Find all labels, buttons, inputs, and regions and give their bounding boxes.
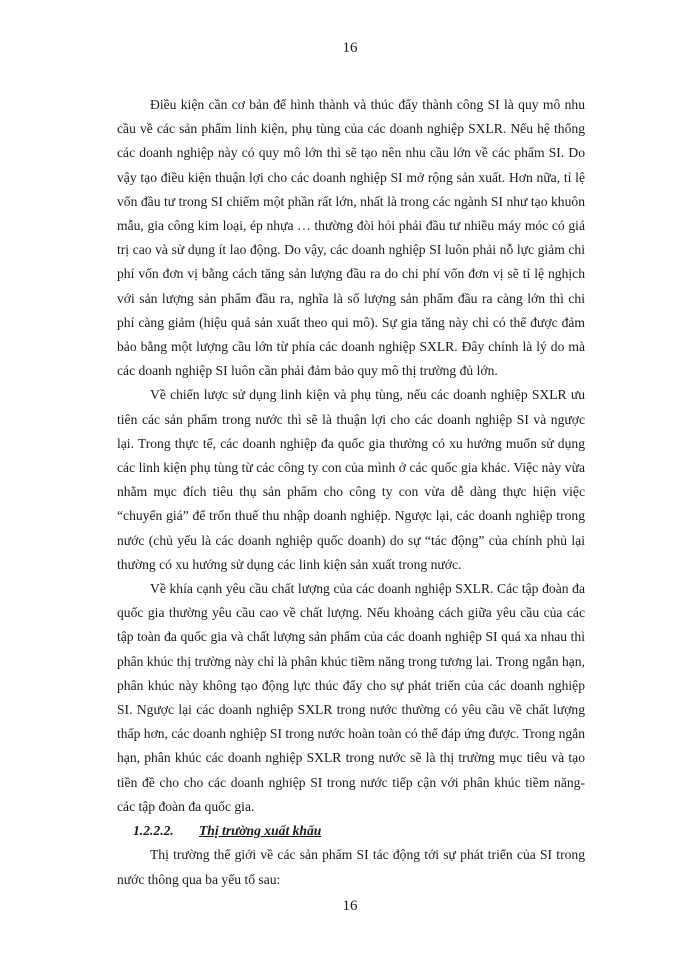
paragraph-component-strategy: Về chiến lược sử dụng linh kiện và phụ tùng, nếu các doanh nghiệp SXLR ưu tiên các sản phẩm trong nước thì sẽ là thuận lợi cho các doanh nghiệp SI và ngược lại. Trong thực tế, các doanh nghiệp đa quốc gia thường có xu hướng muốn sử dụng các linh kiện phụ tùng từ các công ty con của mình ở các quốc gia khác. Việc này vừa nhằm mục đích tiêu thụ sản phẩm cho công ty con vừa dễ dàng thực hiện việc “chuyển giá” để trốn thuế thu nhập doanh nghiệp. Ngược lại, các doanh nghiệp trong nước (chủ yếu là các doanh nghiệp quốc doanh) do sự “tác động” của chính phủ lại thường có xu hướng sử dụng các linh kiện sản xuất trong nước. (117, 387, 585, 572)
section-title: Thị trường xuất khẩu (199, 823, 322, 839)
page-number-bottom: 16 (342, 898, 358, 914)
paragraph-export-market-intro: Thị trường thế giới về các sản phẩm SI tác động tới sự phát triển của SI trong nước thông qua ba yếu tố sau: (117, 847, 585, 887)
paragraph-market-scale: Điều kiện cần cơ bản để hình thành và thúc đẩy thành công SI là quy mô nhu cầu về các sản phẩm linh kiện, phụ tùng của các doanh nghiệp SXLR. Nếu hệ thống các doanh nghiệp này có quy mô lớn thì sẽ tạo nên nhu cầu lớn về các phẩm SI. Do vậy tạo điều kiện thuận lợi cho các doanh nghiệp SI mở rộng sản xuất. Hơn nữa, tỉ lệ vốn đầu tư trong SI chiếm một phần rất lớn, nhất là trong các ngành SI như tạo khuôn mẫu, gia công kim loại, ép nhựa … thường đòi hỏi phải đầu tư nhiều máy móc có giá trị cao và sử dụng ít lao động. Do vậy, các doanh nghiệp SI luôn phải nỗ lực giảm chi phí vốn đơn vị bằng cách tăng sản lượng đầu ra do chi phí vốn đơn vị sẽ tỉ lệ nghịch với sản lượng sản phẩm đầu ra, nghĩa là số lượng sản phẩm đầu ra càng lớn thì chi phí càng giảm (hiệu quả sản xuất theo qui mô). Sự gia tăng này chỉ có thể được đảm bảo bằng một lượng cầu lớn từ phía các doanh nghiệp SXLR. Đây chính là lý do mà các doanh nghiệp SI luôn cần phải đảm bảo quy mô thị trường đủ lớn. (117, 97, 585, 379)
document-body (117, 93, 585, 892)
section-heading (117, 819, 585, 843)
page-number-top: 16 (342, 40, 358, 56)
section-number: 1.2.2.2. (133, 823, 174, 839)
paragraph-quality-requirements: Về khía cạnh yêu cầu chất lượng của các doanh nghiệp SXLR. Các tập đoàn đa quốc gia thường yêu cầu cao về chất lượng. Nếu khoảng cách giữa yêu cầu của các tập toàn đa quốc gia và chất lượng sản phẩm của các doanh nghiệp SI quá xa nhau thì phân khúc thị trường này chỉ là phân khúc tiềm năng trong tương lai. Trong ngắn hạn, phân khúc này không tạo động lực thúc đẩy cho sự phát triển của các doanh nghiệp SI. Ngược lại các doanh nghiệp SXLR trong nước thường có yêu cầu về chất lượng thấp hơn, các doanh nghiệp SI trong nước hoàn toàn có thể đáp ứng được. Trong ngắn hạn, phân khúc các doanh nghiệp SXLR trong nước sẽ là thị trường mục tiêu và tạo tiền đề cho cho các doanh nghiệp SI trong nước tiếp cận với phân khúc tiềm năng- các tập đoàn đa quốc gia. (117, 581, 586, 814)
